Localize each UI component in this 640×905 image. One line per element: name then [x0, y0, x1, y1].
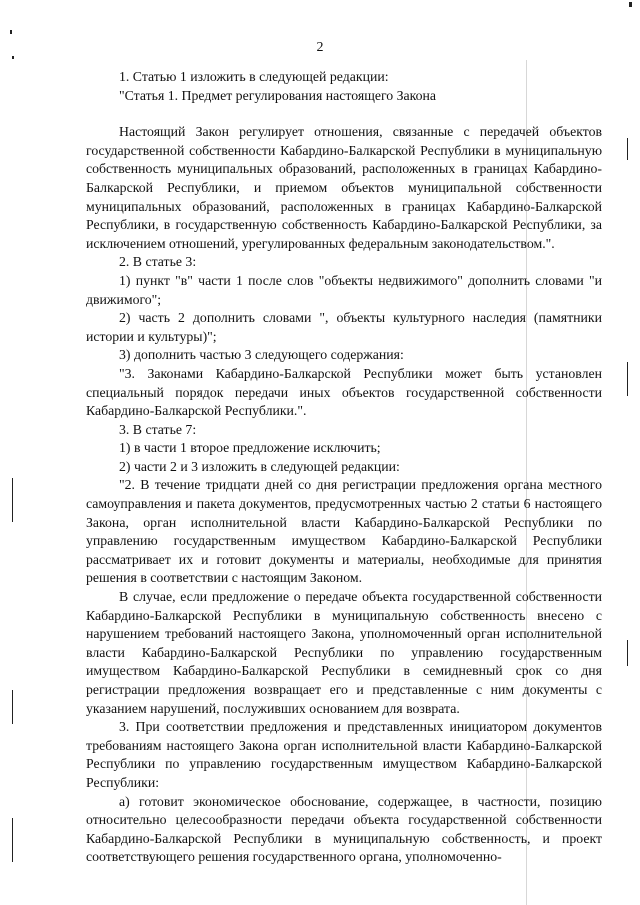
paragraph-article7-part3: 3. При соответствии предложения и представленных инициатором документов требованиям настоящего Закона орган исполнительной власти Кабардино-Балкарской Республики по управлению государственным имуществом Кабардино-Балкарской Республики:: [86, 719, 602, 790]
fold-line: [526, 60, 527, 905]
paragraph-article7-item1: 1) в части 1 второе предложение исключить;: [119, 440, 381, 456]
paragraph-article7: 3. В статье 7:: [119, 421, 197, 437]
paragraph-article3-part3: "3. Законами Кабардино-Балкарской Республики может быть установлен специальный порядок передачи иных объектов государственной собственности Кабардино-Балкарской Республики.".: [86, 365, 602, 419]
scan-mark-right-2: [627, 138, 628, 160]
paragraph-article1-amend: 1. Статью 1 изложить в следующей редакции:: [119, 69, 389, 84]
paragraph-article7-violation: В случае, если предложение о передаче объекта государственной собственности Кабардино-Балкарской Республики в муниципальную собственность внесено с нарушением требований настоящего Закона, уполномоченный орган исполнительной власти Кабардино-Балкарской Республики по управлению государственным имуществом Кабардино-Балкарской Республики в семидневный срок со дня регистрации предложения возвращает его и представленные с ним документы с указанием нарушений, послуживших основанием для возврата.: [86, 589, 602, 716]
paragraph-article1-title: "Статья 1. Предмет регулирования настоящего Закона: [119, 87, 437, 103]
scan-mark-right-3: [627, 362, 628, 396]
paragraph-article1-text: Настоящий Закон регулирует отношения, связанные с передачей объектов государственной собственности Кабардино-Балкарской Республики в муниципальную собственность муниципальных образований, расположенных в границах Кабардино-Балкарской Республики, и приемом объектов муниципальной собственности муниципальных образований, расположенных в границах Кабардино-Балкарской Республики, в государственную собственность Кабардино-Балкарской Республики, за исключением отношений, урегулированных федеральным законодательством.".: [86, 124, 602, 251]
scan-mark-left-4: [12, 690, 13, 724]
paragraph-article7-item2: 2) части 2 и 3 изложить в следующей редакции:: [119, 458, 400, 474]
page-number: 2: [316, 40, 324, 55]
scan-mark-left-1: [10, 30, 12, 34]
paragraph-article7-part2: "2. В течение тридцати дней со дня регистрации предложения органа местного самоуправления и пакета документов, предусмотренных частью 2 статьи 6 настоящего Закона, орган исполнительной власти Кабардино-Балкарской Республики по управлению государственным имуществом Кабардино-Балкарской Республики рассматривает их и готовит документы и материалы, необходимые для принятия решения в соответствии с настоящим Законом.: [86, 477, 602, 586]
paragraph-article7-item-a: а) готовит экономическое обоснование, содержащее, в частности, позицию относительно целесообразности передачи объекта государственной собственности Кабардино-Балкарской Республики в муниципальную собственность, и проект соответствующего решения государственного органа, уполномоченно-: [86, 793, 602, 865]
paragraph-article3: 2. В статье 3:: [119, 254, 197, 270]
paragraph-article3-item3: 3) дополнить частью 3 следующего содержания:: [119, 347, 404, 363]
scan-mark-left-2: [12, 56, 14, 59]
paragraph-article3-item1: 1) пункт "в" части 1 после слов "объекты недвижимого" дополнить словами "и движимого";: [86, 272, 602, 307]
document-body: [86, 68, 602, 867]
scan-mark-left-3: [12, 478, 13, 522]
paragraph-article3-item2: 2) часть 2 дополнить словами ", объекты культурного наследия (памятники истории и культуры)";: [86, 310, 602, 344]
scan-mark-right-4: [627, 640, 628, 666]
scan-mark-right-1: [629, 2, 632, 7]
scan-mark-left-5: [12, 818, 13, 862]
